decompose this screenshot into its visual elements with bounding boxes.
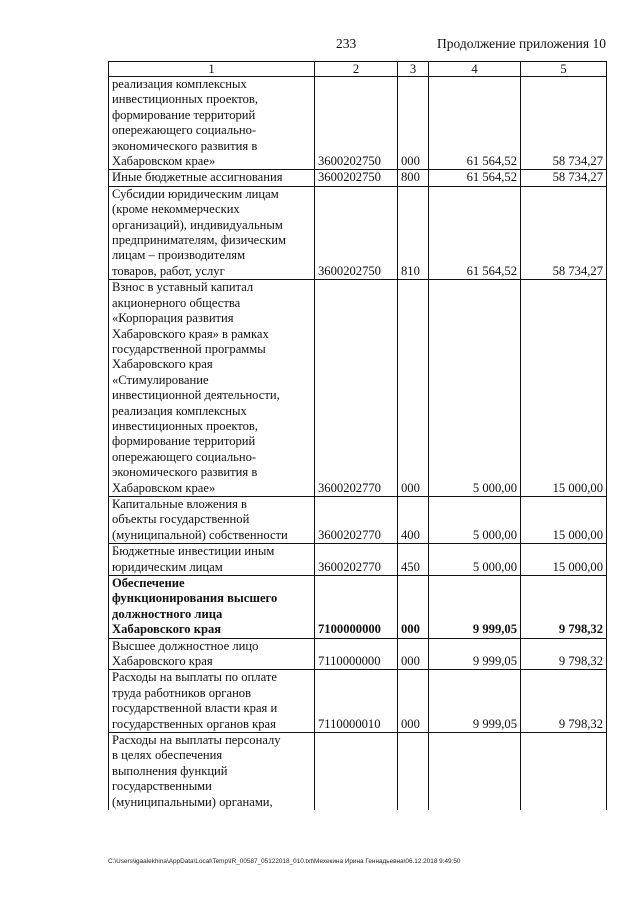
row-value-1-cell — [429, 733, 521, 811]
row-code: 3600202750 — [318, 170, 381, 185]
row-code-cell — [315, 280, 398, 497]
page-number: 233 — [336, 36, 357, 51]
row-value-2-cell — [521, 496, 607, 543]
row-value-2: 9 798,32 — [558, 654, 603, 669]
table-row — [109, 576, 607, 639]
row-code: 3600202750 — [318, 154, 381, 169]
row-name: Взнос в уставный капитал акционерного общества «Корпорация развития Хабаровского края» в рамках государственной программы Хабаровского края «Стимулирование инвестиционной деятельности, реализация комплексных инвестиционных проектов, формирование территорий опережающего социально- экономического развития в Хабаровском крае» — [112, 280, 280, 495]
row-value-1: 61 564,52 — [466, 154, 517, 169]
row-code-cell — [315, 733, 398, 811]
row-type-cell — [398, 186, 429, 279]
row-value-1: 9 999,05 — [472, 716, 517, 731]
row-value-2-cell — [521, 670, 607, 733]
row-type: 450 — [401, 559, 420, 574]
row-value-1: 9 999,05 — [472, 622, 517, 637]
row-value-2: 15 000,00 — [552, 480, 603, 495]
row-type: 000 — [401, 622, 420, 637]
row-type-cell — [398, 170, 429, 186]
row-name-cell — [109, 496, 315, 543]
row-name-cell — [109, 186, 315, 279]
table-row — [109, 496, 607, 543]
row-type: 000 — [401, 154, 420, 169]
row-name: Высшее должностное лицо Хабаровского края — [112, 638, 259, 669]
row-value-2: 9 798,32 — [558, 622, 603, 637]
row-name: реализация комплексных инвестиционных проектов, формирование территорий опережающего социально- экономического развития в Хабаровском крае» — [112, 77, 259, 169]
row-code: 7110000000 — [318, 654, 381, 669]
row-value-2-cell — [521, 280, 607, 497]
budget-table — [108, 61, 607, 810]
row-value-2-cell — [521, 186, 607, 279]
continuation-label: Продолжение приложения 10 — [436, 36, 606, 51]
row-name-cell — [109, 670, 315, 733]
row-type-cell — [398, 670, 429, 733]
row-type-cell — [398, 576, 429, 639]
row-name: Иные бюджетные ассигнования — [112, 170, 283, 185]
row-name-cell — [109, 733, 315, 811]
row-code-cell — [315, 496, 398, 543]
row-value-2: 58 734,27 — [552, 263, 603, 278]
table-row — [109, 186, 607, 279]
row-value-1: 5 000,00 — [472, 559, 517, 574]
row-value-1: 61 564,52 — [466, 263, 517, 278]
table-row — [109, 544, 607, 576]
row-type-cell — [398, 733, 429, 811]
table-row — [109, 170, 607, 186]
row-name-cell — [109, 576, 315, 639]
row-value-2: 15 000,00 — [552, 527, 603, 542]
row-name-cell — [109, 544, 315, 576]
row-name: Капитальные вложения в объекты государственной (муниципальной) собственности — [112, 496, 288, 542]
row-value-2-cell — [521, 638, 607, 670]
row-code-cell — [315, 186, 398, 279]
column-number-5: 5 — [521, 62, 607, 77]
row-value-1-cell — [429, 280, 521, 497]
row-value-1: 9 999,05 — [472, 654, 517, 669]
table-row — [109, 280, 607, 497]
row-code: 3600202770 — [318, 480, 381, 495]
row-type-cell — [398, 638, 429, 670]
row-value-2-cell — [521, 576, 607, 639]
row-type: 800 — [401, 170, 420, 185]
budget-table-body — [109, 62, 607, 811]
row-name-cell — [109, 170, 315, 186]
row-name: Расходы на выплаты персоналу в целях обеспечения выполнения функций государственными (муниципальными) органами, — [112, 733, 281, 809]
table-row — [109, 670, 607, 733]
row-type: 400 — [401, 527, 420, 542]
row-value-1: 61 564,52 — [466, 170, 517, 185]
row-value-1: 5 000,00 — [472, 480, 517, 495]
row-value-1-cell — [429, 576, 521, 639]
table-row — [109, 733, 607, 811]
row-type-cell — [398, 77, 429, 170]
row-code: 3600202750 — [318, 263, 381, 278]
row-name-cell — [109, 77, 315, 170]
row-name: Субсидии юридическим лицам (кроме некоммерческих организаций), индивидуальным предпринимателям, физическим лицам – производителям товаров, работ, услуг — [112, 186, 286, 278]
row-code: 7100000000 — [318, 622, 381, 637]
row-name: Обеспечение функционирования высшего должностного лица Хабаровского края — [112, 576, 278, 637]
row-type: 000 — [401, 480, 420, 495]
row-value-2-cell — [521, 544, 607, 576]
row-type-cell — [398, 496, 429, 543]
row-value-2: 58 734,27 — [552, 154, 603, 169]
row-code: 3600202770 — [318, 559, 381, 574]
table-row — [109, 77, 607, 170]
row-type: 000 — [401, 716, 420, 731]
row-code-cell — [315, 544, 398, 576]
row-code-cell — [315, 576, 398, 639]
row-name-cell — [109, 638, 315, 670]
row-name-cell — [109, 280, 315, 497]
row-value-1-cell — [429, 77, 521, 170]
page-header — [0, 36, 640, 56]
table-row — [109, 638, 607, 670]
column-number-2: 2 — [315, 62, 398, 77]
column-number-4: 4 — [429, 62, 521, 77]
column-number-3: 3 — [398, 62, 429, 77]
row-code: 7110000010 — [318, 716, 381, 731]
row-name: Бюджетные инвестиции иным юридическим лицам — [112, 544, 275, 574]
row-value-2-cell — [521, 77, 607, 170]
row-value-2: 15 000,00 — [552, 559, 603, 574]
file-path-footer: C:\Users\igaalekhina\AppData\Local\Temp\IR_00587_05122018_010.txt\Мехекина Ирина Геннадьевна\06.12.2018 9:49:50 — [108, 858, 461, 865]
row-value-1: 5 000,00 — [472, 527, 517, 542]
column-number-1: 1 — [109, 62, 315, 77]
row-code: 3600202770 — [318, 527, 381, 542]
row-value-1-cell — [429, 670, 521, 733]
row-value-1-cell — [429, 186, 521, 279]
row-name: Расходы на выплаты по оплате труда работников органов государственной власти края и государственных органов края — [112, 670, 278, 731]
row-code-cell — [315, 638, 398, 670]
row-type-cell — [398, 544, 429, 576]
row-code-cell — [315, 670, 398, 733]
row-value-1-cell — [429, 170, 521, 186]
row-value-2-cell — [521, 733, 607, 811]
row-value-1-cell — [429, 496, 521, 543]
row-type: 000 — [401, 654, 420, 669]
row-value-1-cell — [429, 544, 521, 576]
row-code-cell — [315, 77, 398, 170]
row-type: 810 — [401, 263, 420, 278]
column-number-row — [109, 62, 607, 77]
row-value-1-cell — [429, 638, 521, 670]
row-value-2: 58 734,27 — [552, 170, 603, 185]
row-value-2: 9 798,32 — [558, 716, 603, 731]
row-code-cell — [315, 170, 398, 186]
row-type-cell — [398, 280, 429, 497]
row-value-2-cell — [521, 170, 607, 186]
